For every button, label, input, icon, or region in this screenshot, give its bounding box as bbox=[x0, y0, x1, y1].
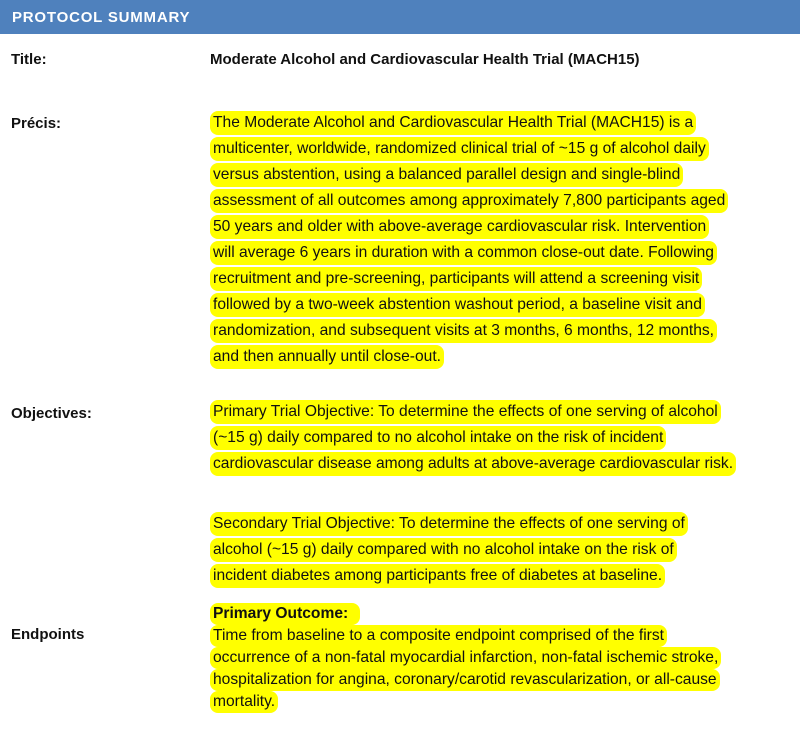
precis-line: will average 6 years in duration with a common close-out date. Following bbox=[210, 241, 717, 265]
precis-text-block bbox=[210, 111, 790, 371]
primary-outcome-line: mortality. bbox=[210, 691, 278, 713]
title-value: Moderate Alcohol and Cardiovascular Health Trial (MACH15) bbox=[210, 51, 640, 68]
secondary-objective-line: alcohol (~15 g) daily compared with no alcohol intake on the risk of bbox=[210, 538, 677, 562]
precis-line: assessment of all outcomes among approximately 7,800 participants aged bbox=[210, 189, 728, 213]
secondary-objective-block bbox=[210, 512, 790, 590]
secondary-objective-line: incident diabetes among participants free of diabetes at baseline. bbox=[210, 564, 665, 588]
precis-line: The Moderate Alcohol and Cardiovascular Health Trial (MACH15) is a bbox=[210, 111, 696, 135]
section-header-title: PROTOCOL SUMMARY bbox=[12, 8, 191, 26]
precis-line: recruitment and pre-screening, participants will attend a screening visit bbox=[210, 267, 702, 291]
primary-objective-line: (~15 g) daily compared to no alcohol intake on the risk of incident bbox=[210, 426, 666, 450]
primary-outcome-line: Time from baseline to a composite endpoint comprised of the first bbox=[210, 625, 667, 647]
precis-line: randomization, and subsequent visits at 3 months, 6 months, 12 months, bbox=[210, 319, 717, 343]
endpoints-label: Endpoints bbox=[11, 626, 85, 643]
primary-outcome-line: hospitalization for angina, coronary/carotid revascularization, or all-cause bbox=[210, 669, 720, 691]
objectives-label: Objectives: bbox=[11, 405, 92, 422]
title-label: Title: bbox=[11, 51, 47, 68]
precis-line: 50 years and older with above-average cardiovascular risk. Intervention bbox=[210, 215, 709, 239]
primary-objective-block bbox=[210, 400, 790, 478]
precis-label: Précis: bbox=[11, 115, 62, 132]
primary-outcome-heading: Primary Outcome: bbox=[210, 603, 360, 625]
precis-line: multicenter, worldwide, randomized clinical trial of ~15 g of alcohol daily bbox=[210, 137, 709, 161]
primary-objective-line: Primary Trial Objective: To determine the effects of one serving of alcohol bbox=[210, 400, 721, 424]
primary-objective-line: cardiovascular disease among adults at above-average cardiovascular risk. bbox=[210, 452, 736, 476]
precis-line: versus abstention, using a balanced parallel design and single-blind bbox=[210, 163, 683, 187]
endpoints-block bbox=[210, 603, 790, 713]
secondary-objective-line: Secondary Trial Objective: To determine the effects of one serving of bbox=[210, 512, 688, 536]
precis-line: and then annually until close-out. bbox=[210, 345, 444, 369]
precis-line: followed by a two-week abstention washout period, a baseline visit and bbox=[210, 293, 705, 317]
section-header-bar bbox=[0, 0, 800, 34]
primary-outcome-line: occurrence of a non-fatal myocardial infarction, non-fatal ischemic stroke, bbox=[210, 647, 721, 669]
